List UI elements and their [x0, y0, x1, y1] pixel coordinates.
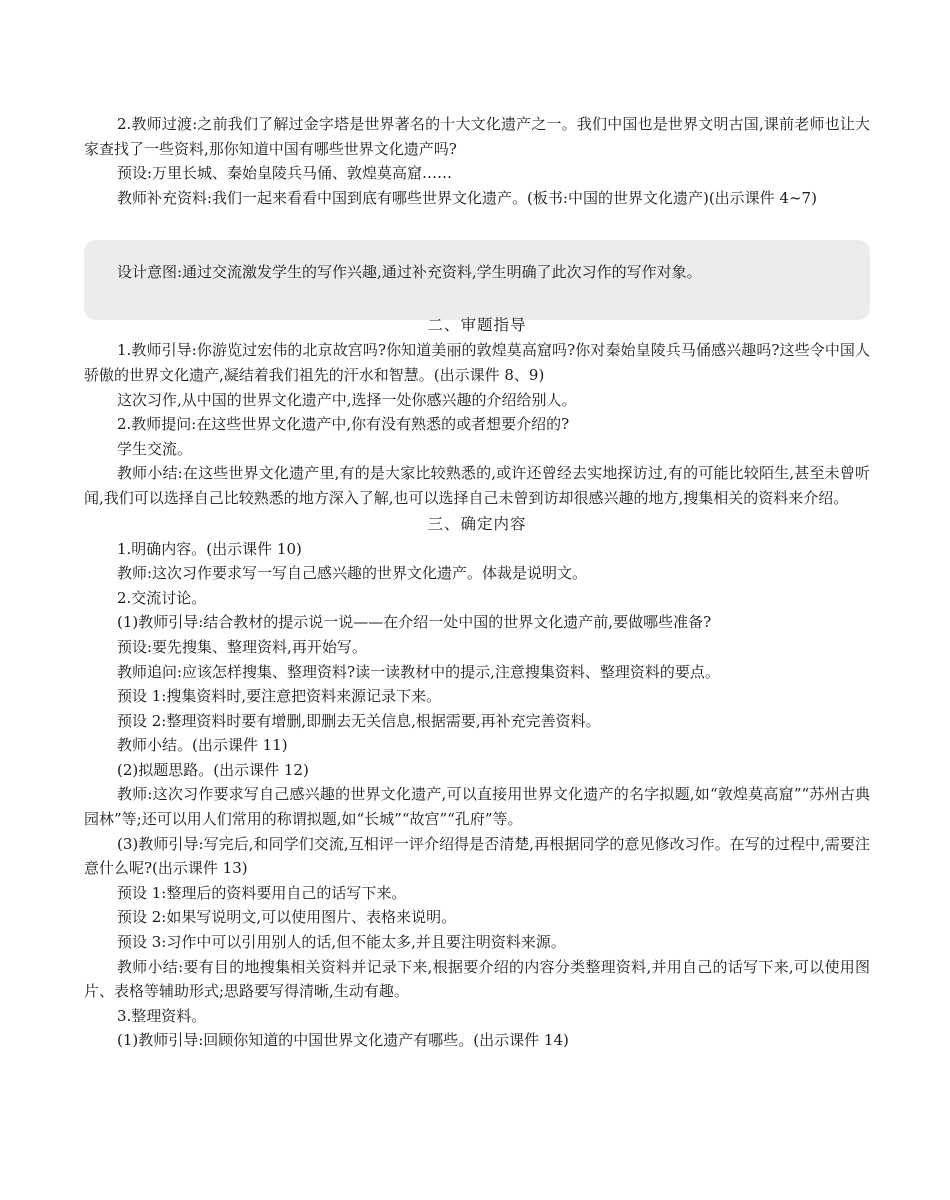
paragraph-content-13: 预设 1:整理后的资料要用自己的话写下来。 [117, 883, 407, 902]
paragraph-review-4: 学生交流。 [117, 439, 193, 458]
section-heading-content: 三、确定内容 [427, 514, 527, 533]
paragraph-review-3: 2.教师提问:在这些世界文化遗产中,你有没有熟悉的或者想要介绍的? [117, 415, 570, 434]
design-intent-box [84, 240, 870, 320]
paragraph-content-12: (3)教师引导:写完后,和同学们交流,互相评一评介绍得是否清楚,再根据同学的意见修改习作。在写的过程中,需要注意什么呢?(出示课件 13) [84, 834, 870, 878]
paragraph-content-1: 1.明确内容。(出示课件 10) [117, 539, 302, 558]
paragraph-preset: 预设:万里长城、秦始皇陵兵马俑、敦煌莫高窟…… [117, 164, 453, 183]
paragraph-content-6: 教师追问:应该怎样搜集、整理资料?读一读教材中的提示,注意搜集资料、整理资料的要点。 [117, 662, 720, 681]
design-intent-text: 设计意图:通过交流激发学生的写作兴趣,通过补充资料,学生明确了此次习作的写作对象。 [117, 263, 702, 282]
paragraph-content-10: (2)拟题思路。(出示课件 12) [117, 760, 309, 779]
paragraph-review-5: 教师小结:在这些世界文化遗产里,有的是大家比较熟悉的,或许还曾经去实地探访过,有的可能比较陌生,甚至未曾听闻,我们可以选择自己比较熟悉的地方深入了解,也可以选择自己未曾到访却很感兴趣的地方,搜集相关的资料来介绍。 [84, 464, 870, 507]
document-page [84, 112, 870, 1053]
paragraph-content-3: 2.交流讨论。 [117, 588, 207, 607]
paragraph-content-7: 预设 1:搜集资料时,要注意把资料来源记录下来。 [117, 687, 442, 706]
paragraph-teacher-supplement: 教师补充资料:我们一起来看看中国到底有哪些世界文化遗产。(板书:中国的世界文化遗产)(出示课件 4~7) [117, 188, 817, 207]
paragraph-review-2: 这次习作,从中国的世界文化遗产中,选择一处你感兴趣的介绍给别人。 [117, 390, 577, 409]
paragraph-content-15: 预设 3:习作中可以引用别人的话,但不能太多,并且要注明资料来源。 [117, 933, 566, 952]
paragraph-content-16: 教师小结:要有目的地搜集相关资料并记录下来,根据要介绍的内容分类整理资料,并用自己的话写下来,可以使用图片、表格等辅助形式;思路要写得清晰,生动有趣。 [84, 957, 870, 1001]
paragraph-content-2: 教师:这次习作要求写一写自己感兴趣的世界文化遗产。体裁是说明文。 [117, 564, 588, 583]
paragraph-teacher-transition: 2.教师过渡:之前我们了解过金字塔是世界著名的十大文化遗产之一。我们中国也是世界文明古国,课前老师也让大家查找了一些资料,那你知道中国有哪些世界文化遗产吗? [84, 115, 870, 158]
paragraph-content-4: (1)教师引导:结合教材的提示说一说——在介绍一处中国的世界文化遗产前,要做哪些准备? [117, 613, 712, 632]
section-heading-review: 二、审题指导 [427, 316, 527, 335]
paragraph-content-5: 预设:要先搜集、整理资料,再开始写。 [117, 637, 367, 656]
paragraph-content-9: 教师小结。(出示课件 11) [117, 736, 288, 755]
paragraph-content-11: 教师:这次习作要求写自己感兴趣的世界文化遗产,可以直接用世界文化遗产的名字拟题,如“敦煌莫高窟”“苏州古典园林”等;还可以用人们常用的称谓拟题,如“长城”“故宫”“孔府”等。 [84, 785, 870, 829]
paragraph-content-8: 预设 2:整理资料时要有增删,即删去无关信息,根据需要,再补充完善资料。 [117, 711, 601, 730]
paragraph-content-18: (1)教师引导:回顾你知道的中国世界文化遗产有哪些。(出示课件 14) [117, 1031, 569, 1050]
paragraph-content-14: 预设 2:如果写说明文,可以使用图片、表格来说明。 [117, 908, 457, 927]
paragraph-content-17: 3.整理资料。 [117, 1006, 207, 1025]
paragraph-review-1: 1.教师引导:你游览过宏伟的北京故宫吗?你知道美丽的敦煌莫高窟吗?你对秦始皇陵兵马俑感兴趣吗?这些令中国人骄傲的世界文化遗产,凝结着我们祖先的汗水和智慧。(出示课件 8、9) [84, 341, 870, 384]
